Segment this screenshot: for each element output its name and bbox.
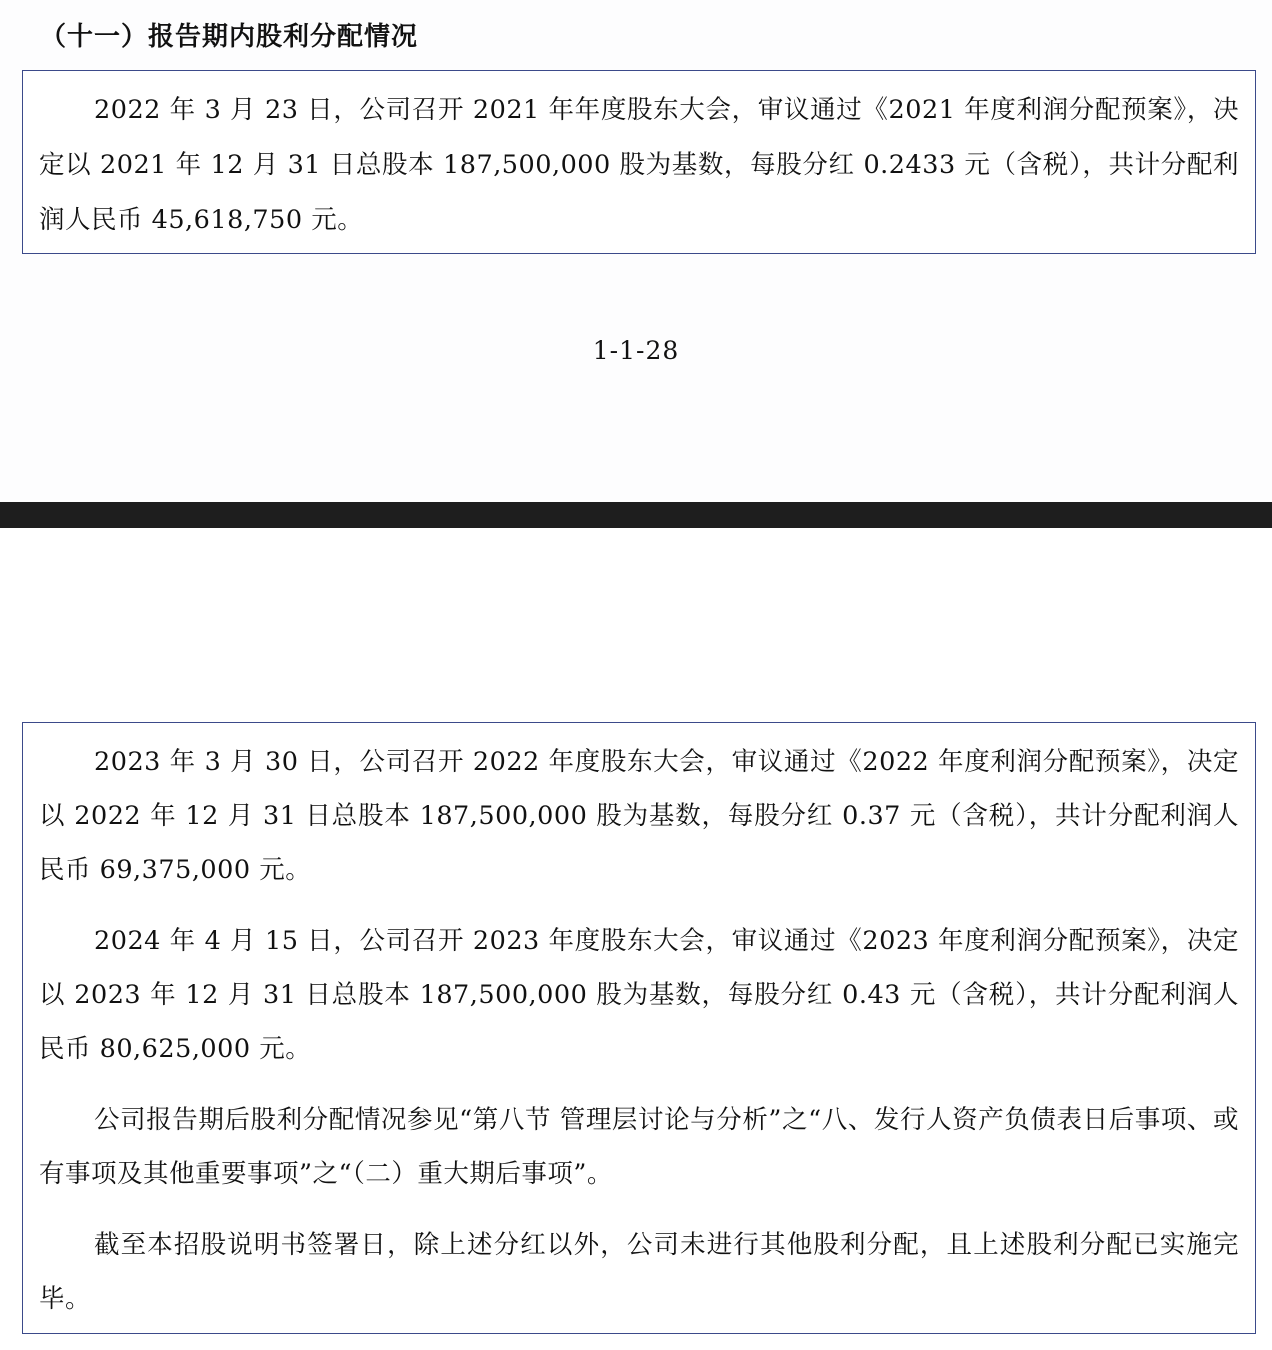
post-period-dividend-reference: 公司报告期后股利分配情况参见“第八节 管理层讨论与分析”之“八、发行人资产负债表日后事项、或有事项及其他重要事项”之“（二）重大期后事项”。 xyxy=(39,1105,1239,1189)
dividend-2021-paragraph: 2022 年 3 月 23 日，公司召开 2021 年年度股东大会，审议通过《2021 年度利润分配预案》，决定以 2021 年 12 月 31 日总股本 187,500,000 股为基数，每股分红 0.2433 元（含税），共计分配利润人民币 45,618,750 元。 xyxy=(39,95,1239,235)
dividend-completion-statement: 截至本招股说明书签署日，除上述分红以外，公司未进行其他股利分配，且上述股利分配已实施完毕。 xyxy=(39,1230,1239,1314)
section-heading: （十一）报告期内股利分配情况 xyxy=(40,22,419,52)
page-divider xyxy=(0,502,1272,528)
dividend-2021-box xyxy=(22,70,1256,254)
dividend-details-box xyxy=(22,722,1256,1334)
dividend-2022-paragraph: 2023 年 3 月 30 日，公司召开 2022 年度股东大会，审议通过《2022 年度利润分配预案》，决定以 2022 年 12 月 31 日总股本 187,500,000 股为基数，每股分红 0.37 元（含税），共计分配利润人民币 69,375,000 元。 xyxy=(39,747,1239,885)
dividend-2023-paragraph: 2024 年 4 月 15 日，公司召开 2023 年度股东大会，审议通过《2023 年度利润分配预案》，决定以 2023 年 12 月 31 日总股本 187,500,000 股为基数，每股分红 0.43 元（含税），共计分配利润人民币 80,625,000 元。 xyxy=(39,926,1239,1064)
page-number: 1-1-28 xyxy=(592,336,680,365)
